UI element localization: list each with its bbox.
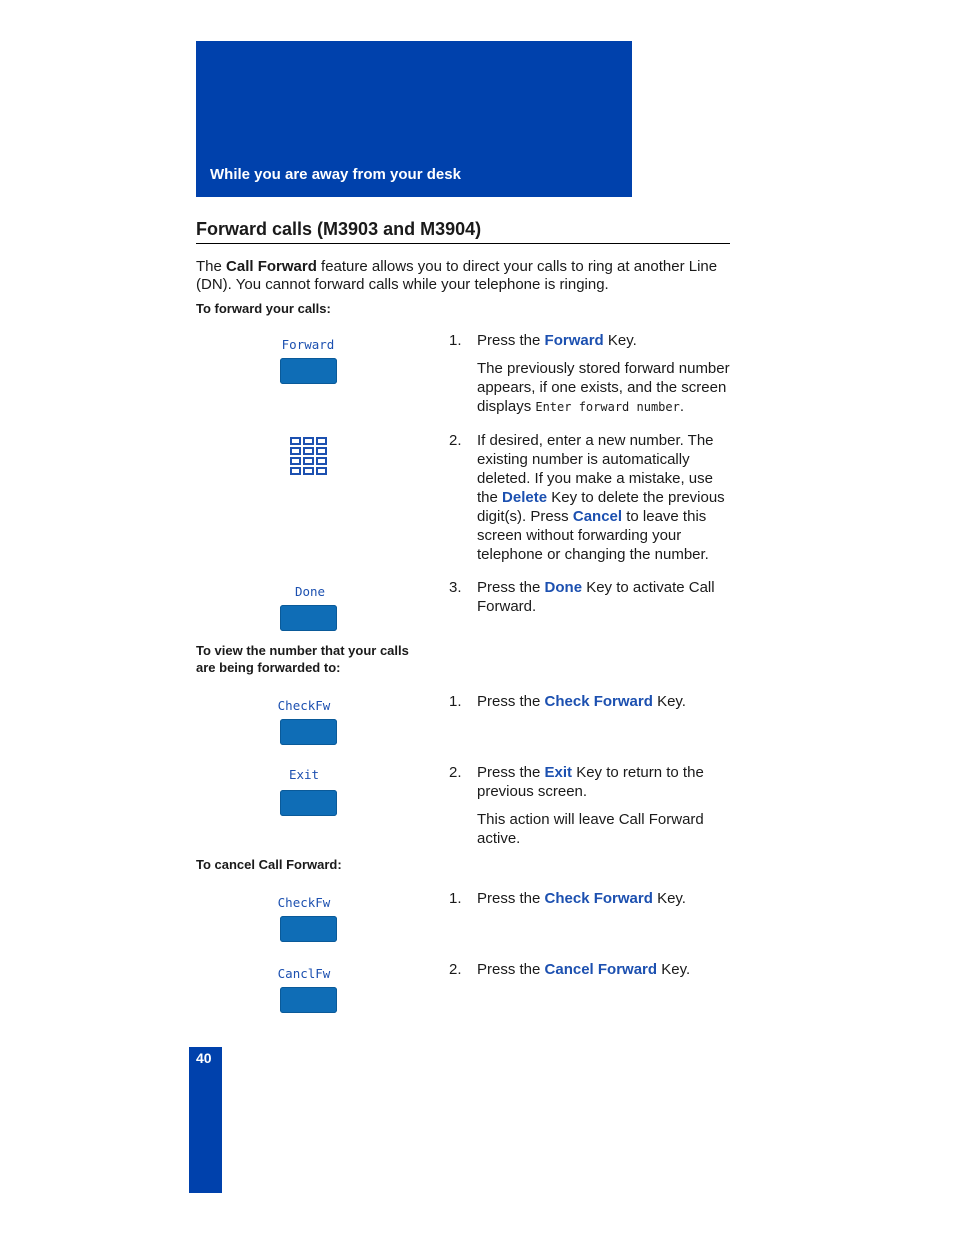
step-text: Press the [477, 961, 545, 978]
step-text: Key to return to the previous screen. [477, 764, 704, 800]
forward-key-label: Forward [281, 337, 335, 352]
step-text: If desired, enter a new number. The existing number is automatically deleted. If you make a mistake, use the [477, 432, 714, 506]
step-view-2 [449, 763, 734, 848]
dialpad-icon [290, 437, 328, 475]
canclfw-softkey-icon [280, 987, 337, 1013]
display-prompt: Enter forward number [535, 400, 680, 414]
subhead-line: To view the number that your calls [196, 643, 409, 658]
step-text: Key to activate Call Forward. [477, 579, 715, 615]
step-cancel-2 [449, 960, 734, 979]
step-text: Key to delete the previous digit(s). Press [477, 489, 725, 525]
checkfw-key-label: CheckFw [277, 698, 331, 713]
section-title: Forward calls (M3903 and M3904) [196, 219, 730, 244]
step-view-1 [449, 692, 734, 711]
keyword-forward: Forward [544, 332, 604, 349]
chapter-title: While you are away from your desk [210, 166, 461, 183]
checkfw-softkey-icon [280, 719, 337, 745]
step-number: 2. [449, 432, 462, 449]
step-forward-1 [449, 331, 734, 417]
keyword-exit: Exit [544, 764, 573, 781]
subhead-line: are being forwarded to: [196, 660, 341, 675]
checkfw-softkey-icon-2 [280, 916, 337, 942]
step-number: 3. [449, 579, 462, 596]
subhead-cancel-forward: To cancel Call Forward: [196, 857, 342, 872]
step-number: 1. [449, 332, 462, 349]
step-text: Press the [477, 764, 545, 781]
step-forward-2 [449, 431, 734, 564]
step-number: 2. [449, 961, 462, 978]
step-forward-3 [449, 578, 734, 616]
intro-feature-name: Call Forward [226, 258, 317, 275]
intro-pre: The [196, 258, 227, 275]
keyword-delete: Delete [502, 489, 548, 506]
step-text: Press the [477, 332, 545, 349]
step-text: to leave this screen without forwarding your telephone or changing the number. [477, 508, 709, 563]
step-text: Key. [652, 890, 686, 907]
step-note: This action will leave Call Forward active. [477, 811, 704, 847]
canclfw-key-label: CanclFw [277, 966, 331, 981]
keyword-cancel: Cancel [572, 508, 623, 525]
step-number: 1. [449, 693, 462, 710]
step-number: 2. [449, 764, 462, 781]
done-key-label: Done [294, 584, 326, 599]
keyword-check-forward: Check Forward [544, 890, 653, 907]
step-text: Key. [652, 693, 686, 710]
page-number: 40 [196, 1050, 212, 1066]
forward-softkey-icon [280, 358, 337, 384]
exit-softkey-icon [280, 790, 337, 816]
step-cancel-1 [449, 889, 734, 908]
step-text: Press the [477, 693, 545, 710]
page-number-tab [189, 1047, 222, 1193]
step-text: Press the [477, 579, 545, 596]
keyword-done: Done [544, 579, 583, 596]
subhead-forward-calls: To forward your calls: [196, 301, 331, 316]
step-number: 1. [449, 890, 462, 907]
step-text: The previously stored forward number appears, if one exists, and the screen displays [477, 360, 730, 415]
checkfw-key-label-2: CheckFw [277, 895, 331, 910]
keyword-check-forward: Check Forward [544, 693, 653, 710]
exit-key-label: Exit [288, 767, 320, 782]
step-text: Key. [603, 332, 637, 349]
intro-paragraph [196, 258, 726, 294]
step-text: Press the [477, 890, 545, 907]
intro-post: feature allows you to direct your calls to ring at another Line (DN). You cannot forward calls while your telephone is ringing. [196, 258, 718, 293]
chapter-header-banner [196, 41, 632, 197]
keyword-cancel-forward: Cancel Forward [544, 961, 658, 978]
step-text: Key. [657, 961, 691, 978]
step-text: . [679, 398, 685, 415]
done-softkey-icon [280, 605, 337, 631]
subhead-view-forward [196, 642, 409, 676]
